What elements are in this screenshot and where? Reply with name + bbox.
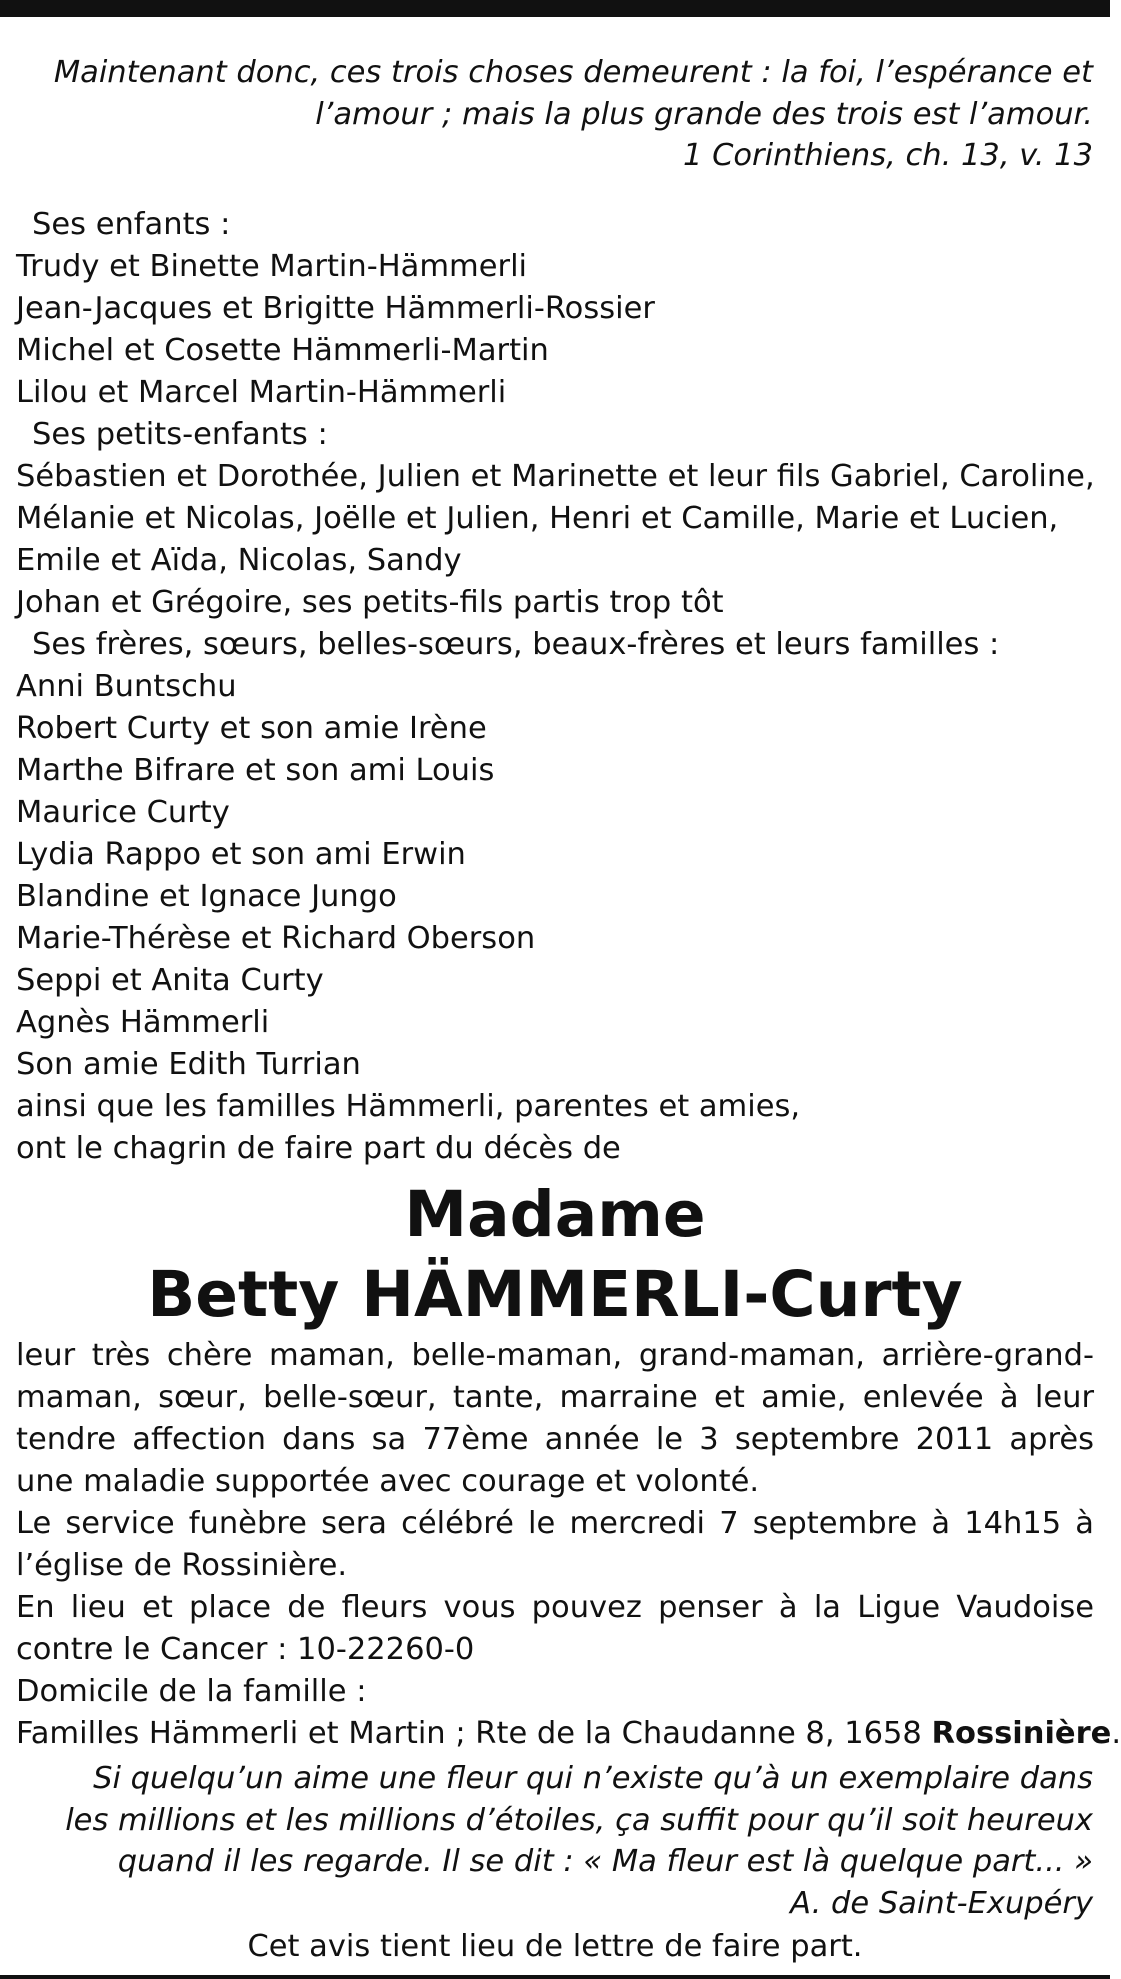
child-entry: Lilou et Marcel Martin-Hämmerli xyxy=(16,375,507,410)
grandchildren-entry: Mélanie et Nicolas, Joëlle et Julien, Henri et Camille, Marie et Lucien, xyxy=(16,501,1059,536)
deceased-name: Betty HÄMMERLI-Curty xyxy=(147,1258,963,1331)
sibling-entry: Lydia Rappo et son ami Erwin xyxy=(16,837,466,872)
address-prefix: Familles Hämmerli et Martin ; Rte de la Chaudanne 8, 1658 xyxy=(16,1716,932,1751)
service-paragraph: Le service funèbre sera célébré le mercredi 7 septembre à 14h15 à l’église de Rossinière. xyxy=(16,1506,1094,1583)
epigraph-line: Maintenant donc, ces trois choses demeurent : la foi, l’espérance et xyxy=(53,55,1093,90)
details-section xyxy=(16,1335,1121,1755)
description-paragraph: leur très chère maman, belle-maman, grand-maman, arrière-grand-maman, sœur, belle-sœur, tante, marraine et amie, enlevée à leur tendre affection dans sa 77ème année le 3 septembre 2011 après une maladie supportée avec courage et volonté. xyxy=(16,1338,1094,1499)
sibling-entry: Marie-Thérèse et Richard Oberson xyxy=(16,921,536,956)
epigraph-line: les millions et les millions d’étoiles, ça suffit pour qu’il soit heureux xyxy=(65,1802,1093,1838)
address-town: Rossinière xyxy=(931,1716,1112,1751)
grandchildren-entry: Sébastien et Dorothée, Julien et Marinette et leur fils Gabriel, Caroline, xyxy=(16,459,1095,494)
address-line xyxy=(16,1713,1121,1755)
bottom-border-rule xyxy=(0,1975,1110,1979)
sibling-entry: Robert Curty et son amie Irène xyxy=(16,711,487,746)
sibling-entry: Son amie Edith Turrian xyxy=(16,1047,361,1082)
epigraph-saint-exupery xyxy=(0,1758,1093,1924)
sibling-entry: Maurice Curty xyxy=(16,795,230,830)
child-entry: Trudy et Binette Martin-Hämmerli xyxy=(16,249,528,284)
grandchildren-entry: Emile et Aïda, Nicolas, Sandy xyxy=(16,543,462,578)
child-entry: Michel et Cosette Hämmerli-Martin xyxy=(16,333,549,368)
domicile-heading: Domicile de la famille : xyxy=(16,1674,367,1709)
donation-paragraph: En lieu et place de fleurs vous pouvez penser à la Ligue Vaudoise contre le Cancer : 10-22260-0 xyxy=(16,1590,1094,1667)
deceased-name-block xyxy=(0,1175,1110,1335)
top-border-rule xyxy=(0,0,1110,17)
deceased-title: Madame xyxy=(404,1178,706,1251)
child-entry: Jean-Jacques et Brigitte Hämmerli-Rossier xyxy=(16,291,655,326)
siblings-heading: Ses frères, sœurs, belles-sœurs, beaux-frères et leurs familles : xyxy=(32,627,1000,662)
family-list xyxy=(16,204,1094,1170)
sibling-entry: Marthe Bifrare et son ami Louis xyxy=(16,753,495,788)
grandchildren-heading: Ses petits-enfants : xyxy=(32,417,328,452)
grandchildren-entry: Johan et Grégoire, ses petits-fils partis trop tôt xyxy=(16,585,724,620)
sibling-entry: Agnès Hämmerli xyxy=(16,1005,270,1040)
families-line: ainsi que les familles Hämmerli, parentes et amies, xyxy=(16,1089,801,1124)
closing-notice: Cet avis tient lieu de lettre de faire part. xyxy=(247,1929,863,1964)
epigraph-author: A. de Saint-Exupéry xyxy=(790,1885,1093,1921)
epigraph-corinthians xyxy=(0,52,1093,177)
epigraph-line: quand il les regarde. Il se dit : « Ma fleur est là quelque part... » xyxy=(117,1844,1093,1879)
sibling-entry: Blandine et Ignace Jungo xyxy=(16,879,397,914)
children-heading: Ses enfants : xyxy=(32,207,231,242)
epigraph-line: Si quelqu’un aime une fleur qui n’existe qu’à un exemplaire dans xyxy=(93,1761,1093,1796)
sibling-entry: Anni Buntschu xyxy=(16,669,237,704)
epigraph-line: l’amour ; mais la plus grande des trois est l’amour. xyxy=(315,96,1093,132)
epigraph-source: 1 Corinthiens, ch. 13, v. 13 xyxy=(683,138,1093,173)
sibling-entry: Seppi et Anita Curty xyxy=(16,963,324,998)
address-suffix: . xyxy=(1111,1716,1121,1751)
announcement-line: ont le chagrin de faire part du décès de xyxy=(16,1131,621,1166)
